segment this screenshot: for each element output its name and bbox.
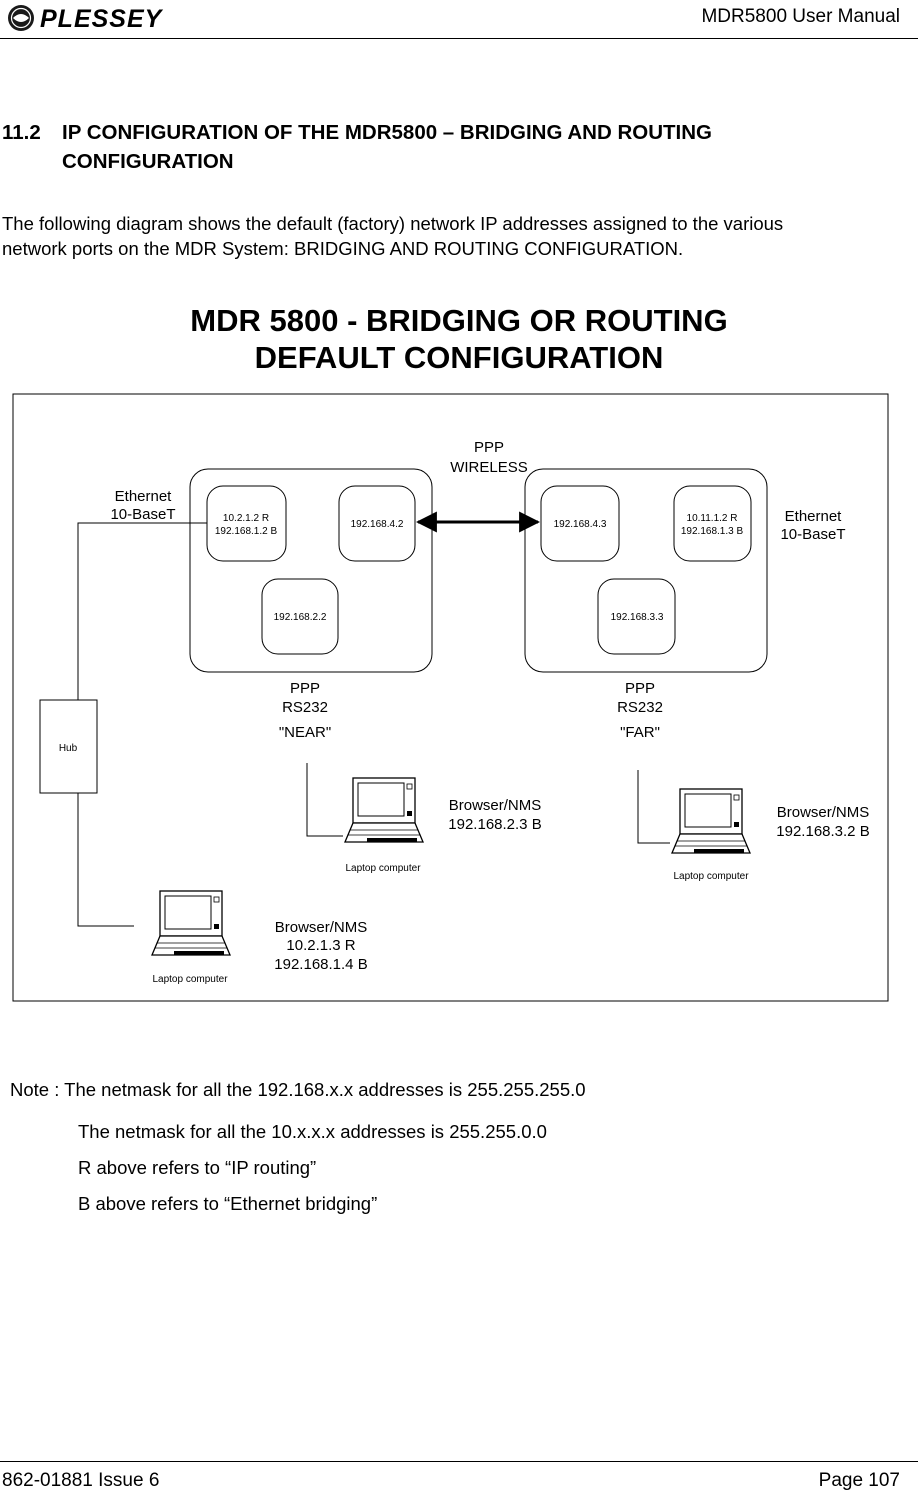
footer-doc-number: 862-01881 Issue 6	[2, 1470, 160, 1491]
near-serial-label: PPP	[289, 680, 321, 697]
document-title: MDR5800 User Manual	[701, 6, 900, 27]
intro-paragraph	[2, 211, 902, 261]
link-label-wireless: WIRELESS	[450, 459, 528, 476]
near-unit-label: "NEAR"	[278, 724, 332, 741]
near-ethernet-type: 10-BaseT	[110, 506, 176, 523]
section-title-line1: IP CONFIGURATION OF THE MDR5800 – BRIDGING AND ROUTING	[62, 121, 712, 144]
header-divider	[0, 38, 918, 39]
far-unit-label: "FAR"	[620, 724, 660, 741]
diagram-title-line2: DEFAULT CONFIGURATION	[254, 340, 664, 375]
hub-label: Hub	[58, 743, 78, 754]
near-port-eth-routing: 10.2.1.2 R	[222, 513, 270, 524]
near-port-eth-bridging: 192.168.1.2 B	[214, 526, 278, 537]
footer-divider	[0, 1461, 918, 1462]
note-bridging-meaning: B above refers to “Ethernet bridging”	[78, 1193, 378, 1214]
note-routing-meaning: R above refers to “IP routing”	[78, 1157, 317, 1178]
far-serial-type: RS232	[617, 699, 663, 716]
lan-laptop-caption: Laptop computer	[152, 974, 228, 985]
plessey-logo	[2, 4, 192, 32]
footer-page-number: Page 107	[818, 1470, 900, 1491]
near-nms-label: Browser/NMS	[448, 797, 542, 814]
lan-nms-label: Browser/NMS	[274, 919, 368, 936]
near-laptop-caption: Laptop computer	[345, 863, 421, 874]
far-laptop-caption: Laptop computer	[673, 871, 749, 882]
near-port-wireless: 192.168.4.2	[350, 519, 404, 530]
lan-nms-routing-address: 10.2.1.3 R	[286, 937, 356, 954]
diagram-frame	[13, 394, 888, 1001]
far-port-eth-routing: 10.11.1.2 R	[686, 513, 738, 524]
intro-line2: network ports on the MDR System: BRIDGING AND ROUTING CONFIGURATION.	[2, 238, 684, 259]
near-serial-type: RS232	[282, 699, 328, 716]
near-unit-box	[190, 469, 432, 672]
near-nms-address: 192.168.2.3 B	[448, 816, 542, 833]
near-rs232-cable	[307, 763, 343, 836]
link-label-ppp: PPP	[473, 439, 505, 456]
far-port-wireless: 192.168.4.3	[553, 519, 607, 530]
lan-laptop-icon	[152, 891, 230, 955]
note-netmask-192: Note : The netmask for all the 192.168.x.x addresses is 255.255.255.0	[10, 1079, 586, 1100]
intro-line1: The following diagram shows the default (factory) network IP addresses assigned to the various	[2, 213, 784, 234]
far-laptop-icon	[672, 789, 750, 853]
far-serial-label: PPP	[624, 680, 656, 697]
near-ethernet-label: Ethernet	[114, 488, 172, 505]
section-number: 11.2	[2, 121, 41, 144]
lan-nms-bridging-address: 192.168.1.4 B	[274, 956, 368, 973]
far-ethernet-type: 10-BaseT	[780, 526, 846, 543]
near-ethernet-cable	[78, 523, 207, 700]
network-diagram	[0, 385, 918, 1015]
far-ethernet-label: Ethernet	[784, 508, 842, 525]
logo-wordmark: PLESSEY	[40, 5, 163, 32]
far-unit-box	[525, 469, 767, 672]
far-rs232-cable	[638, 770, 670, 843]
near-laptop-icon	[345, 778, 423, 842]
diagram-title	[0, 302, 918, 376]
far-port-eth-bridging: 192.168.1.3 B	[680, 526, 744, 537]
diagram-title-line1: MDR 5800 - BRIDGING OR ROUTING	[190, 303, 728, 338]
section-heading	[2, 118, 882, 176]
lan-laptop-cable	[78, 793, 134, 926]
note-netmask-10: The netmask for all the 10.x.x.x addresses is 255.255.0.0	[78, 1121, 547, 1142]
far-nms-label: Browser/NMS	[776, 804, 870, 821]
far-nms-address: 192.168.3.2 B	[776, 823, 870, 840]
section-title-line2: CONFIGURATION	[62, 150, 234, 173]
far-port-rs232: 192.168.3.3	[610, 612, 664, 623]
near-port-rs232: 192.168.2.2	[273, 612, 327, 623]
